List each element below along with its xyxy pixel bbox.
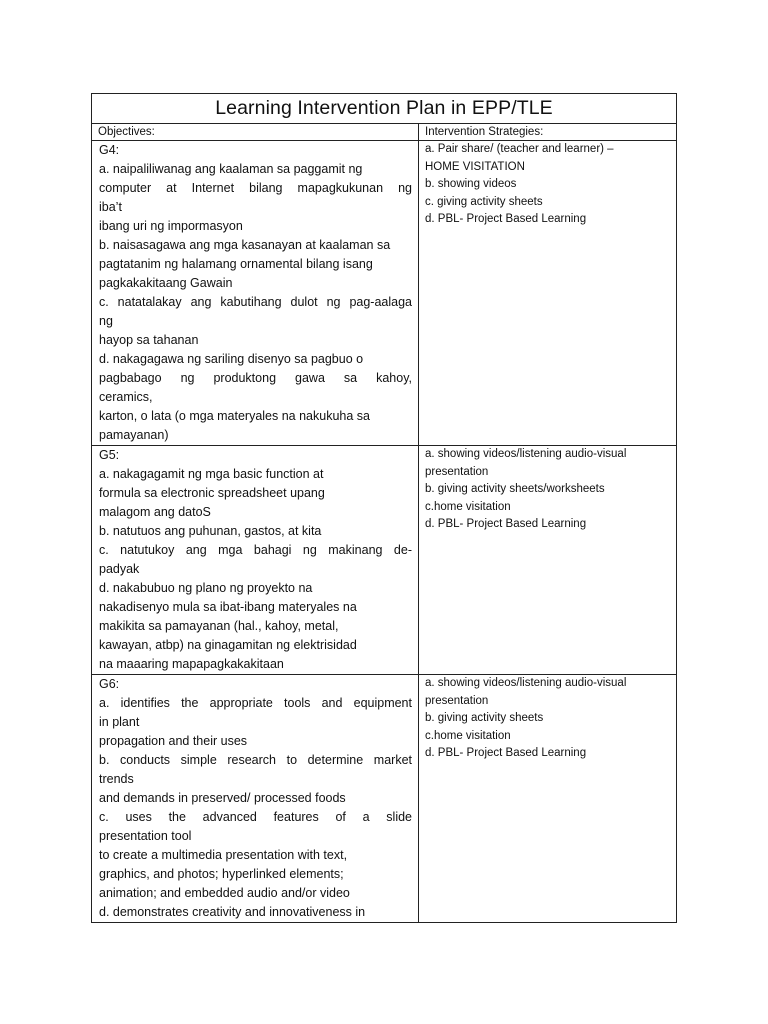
objective-line: na maaaring mapapagkakakitaan	[99, 657, 284, 671]
objective-line: d. nakagagawa ng sariling disenyo sa pagbuo o	[99, 352, 364, 366]
strategy-line: c.home visitation	[425, 729, 511, 742]
objective-line: ng	[99, 314, 113, 328]
objective-line: kawayan, atbp) na ginagamitan ng elektrisidad	[99, 638, 357, 652]
objective-line: a. naipaliliwanag ang kaalaman sa paggamit ng	[99, 162, 363, 176]
grade-6-row	[92, 675, 677, 923]
objective-line: G5:	[99, 448, 120, 462]
strategy-line: b. giving activity sheets/worksheets	[425, 483, 605, 495]
strategy-line: a. showing videos/listening audio-visual	[425, 677, 627, 689]
objective-line: propagation and their uses	[99, 734, 248, 748]
objective-line: c. natatalakay ang kabutihang dulot ng pag-aalaga	[99, 295, 412, 309]
objective-line: b. naisasagawa ang mga kasanayan at kaalaman sa	[99, 238, 391, 252]
objective-line: pagtatanim ng halamang ornamental bilang isang	[99, 257, 373, 271]
strategy-line: d. PBL- Project Based Learning	[425, 213, 587, 225]
strategy-line: b. giving activity sheets	[425, 712, 544, 724]
objective-line: malagom ang datoS	[99, 505, 211, 519]
strategy-line: c.home visitation	[425, 500, 511, 513]
strategy-line: c. giving activity sheets	[425, 195, 543, 208]
objective-line: a. nakagagamit ng mga basic function at	[99, 467, 324, 481]
objective-line: nakadisenyo mula sa ibat-ibang materyales na	[99, 600, 357, 614]
objective-line: pamayanan)	[99, 428, 169, 442]
objective-line: d. demonstrates creativity and innovativeness in	[99, 905, 366, 919]
strategy-line: a. Pair share/ (teacher and learner) –	[425, 143, 614, 155]
objective-line: graphics, and photos; hyperlinked elements;	[99, 867, 344, 881]
grade-5-row	[92, 446, 677, 675]
strategies-cell	[419, 675, 677, 923]
objective-line: and demands in preserved/ processed foods	[99, 791, 346, 805]
objectives-cell	[92, 141, 419, 446]
strategies-header: Intervention Strategies:	[419, 124, 677, 141]
strategies-cell	[419, 141, 677, 446]
document-title: Learning Intervention Plan in EPP/TLE	[92, 94, 677, 124]
objective-line: to create a multimedia presentation with text,	[99, 848, 348, 862]
objective-line: G4:	[99, 143, 120, 157]
objective-line: formula sa electronic spreadsheet upang	[99, 486, 325, 500]
strategy-line: a. showing videos/listening audio-visual	[425, 448, 627, 460]
objective-line: pagbabago ng produktong gawa sa kahoy,	[99, 371, 412, 385]
objective-line: hayop sa tahanan	[99, 333, 199, 347]
objective-line: ceramics,	[99, 390, 153, 404]
objective-line: karton, o lata (o mga materyales na nakukuha sa	[99, 409, 370, 423]
objective-line: in plant	[99, 715, 140, 729]
objective-line: ibang uri ng impormasyon	[99, 219, 243, 233]
strategies-cell	[419, 446, 677, 675]
objectives-cell	[92, 675, 419, 923]
objective-line: b. natutuos ang puhunan, gastos, at kita	[99, 524, 322, 538]
strategy-line: d. PBL- Project Based Learning	[425, 518, 587, 530]
objective-line: a. identifies the appropriate tools and equipment	[99, 696, 412, 710]
strategy-line: b. showing videos	[425, 178, 517, 190]
intervention-plan-table	[91, 93, 677, 923]
strategy-line: presentation	[425, 465, 489, 478]
objective-line: trends	[99, 772, 134, 786]
objective-line: presentation tool	[99, 829, 192, 843]
strategy-line: d. PBL- Project Based Learning	[425, 747, 587, 759]
objective-line: computer at Internet bilang mapagkukunan ng	[99, 181, 412, 195]
objective-line: animation; and embedded audio and/or video	[99, 886, 350, 900]
objective-line: b. conducts simple research to determine market	[99, 753, 412, 767]
objectives-cell	[92, 446, 419, 675]
objective-line: c. natutukoy ang mga bahagi ng makinang de-	[99, 543, 412, 557]
objective-line: makikita sa pamayanan (hal., kahoy, metal,	[99, 619, 339, 633]
objective-line: G6:	[99, 677, 120, 691]
objective-line: pagkakakitaang Gawain	[99, 276, 233, 290]
objectives-header: Objectives:	[92, 124, 419, 141]
strategy-line: HOME VISITATION	[425, 160, 525, 173]
objective-line: padyak	[99, 562, 140, 576]
grade-4-row	[92, 141, 677, 446]
objective-line: d. nakabubuo ng plano ng proyekto na	[99, 581, 313, 595]
objective-line: iba’t	[99, 200, 122, 214]
objective-line: c. uses the advanced features of a slide	[99, 810, 412, 824]
strategy-line: presentation	[425, 694, 489, 707]
